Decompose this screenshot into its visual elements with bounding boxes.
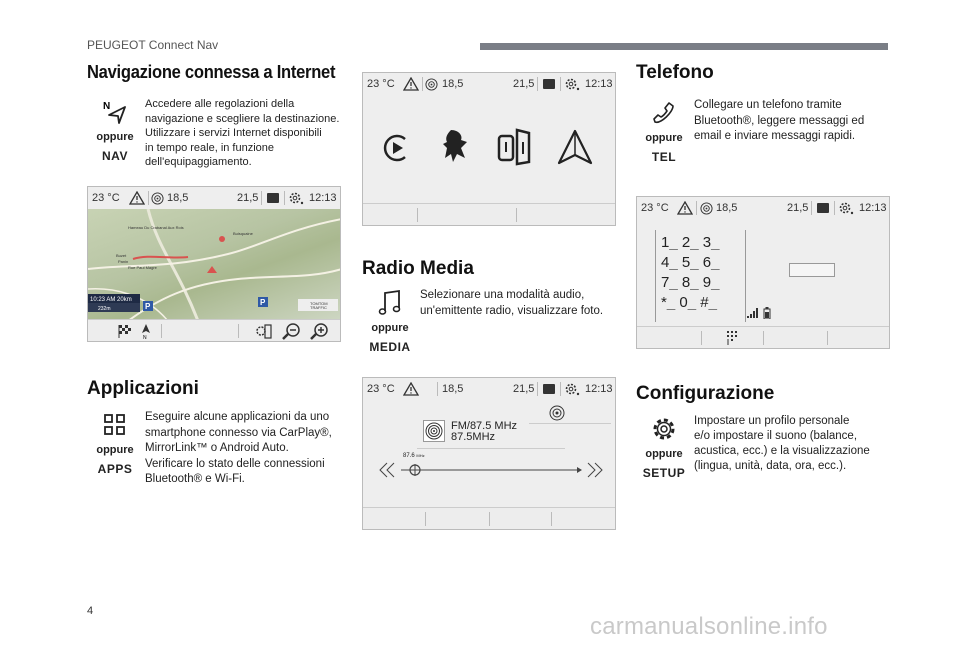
oppure-label: oppure [645,448,683,460]
phone-bottom-bar [637,326,889,348]
dial-keypad[interactable] [661,233,719,313]
value-left: 18,5 [716,202,738,214]
status-bar [363,378,615,400]
keypad-icon[interactable] [727,331,737,345]
manual-header-title: PEUGEOT Connect Nav [87,38,219,52]
clock-readout: 12:13 [859,202,887,214]
status-bar [88,187,340,209]
checkered-flag-icon[interactable] [118,324,132,338]
value-right: 21,5 [513,78,535,90]
radio-key-label: MEDIA [369,340,411,354]
config-key-label: SETUP [642,466,686,480]
settings-status-icon [288,191,304,205]
radio-item [362,288,616,354]
apps-grid-icon [87,410,143,440]
watermark: carmanualsonline.info [590,613,828,640]
connected-icon [425,78,438,91]
phone-icon [636,98,692,128]
number-display[interactable] [789,263,835,277]
keypad-row: 1_ 2_ 3_ [661,234,720,251]
nav-screen [87,186,341,342]
value-left: 18,5 [442,383,464,395]
svg-text:Panin: Panin [118,259,129,264]
nav-description: Accedere alle regolazioni della navigazione e scegliere la destinazione. Utilizzare i servizi Internet disponibili in tempo reale, in funzione dell'equipaggiamento. [145,98,340,168]
value-left: 18,5 [167,192,189,204]
music-note-icon [362,288,418,318]
phone-item [636,98,892,164]
column-left [87,62,343,485]
tuner-slider[interactable] [377,460,605,480]
clock-readout: 12:13 [309,192,337,204]
oppure-label: oppure [645,132,683,144]
mirrorlink-icon[interactable] [497,128,531,166]
android-auto-icon[interactable] [557,129,593,167]
radio-source-icon[interactable] [549,405,565,421]
value-right: 21,5 [237,192,259,204]
carplay-icon[interactable] [381,131,411,165]
section-title-phone: Telefono [636,62,714,83]
svg-text:N: N [103,101,111,112]
svg-text:Rue Paul Magre: Rue Paul Magre [128,265,157,270]
gear-icon [636,414,692,444]
warning-icon [129,191,145,205]
header-bar [480,43,888,50]
apps-key-label: APPS [97,462,133,476]
station-frequency: 87.5MHz [451,431,496,443]
svg-text:232m: 232m [98,306,111,312]
temperature-readout: 23 °C [367,78,395,90]
oppure-label: oppure [371,322,409,334]
column-right [636,62,892,480]
warning-icon [677,201,693,215]
phone-key-label: TEL [651,150,677,164]
peugeot-lion-icon[interactable] [439,128,471,164]
nav-item [87,97,343,170]
phone-screen [636,196,890,349]
status-bar [363,73,615,95]
apps-screen [362,72,616,226]
warning-icon [403,77,419,91]
map-view[interactable] [88,209,340,319]
signal-strength-icon [747,308,759,318]
svg-text:N: N [143,335,147,339]
value-left: 18,5 [442,78,464,90]
settings-status-icon [564,382,580,396]
svg-text:Hameau Du Crabanal Aux Rois: Hameau Du Crabanal Aux Rois [128,225,184,230]
tuner-frequency: 87.6 MHz [403,453,425,459]
nav-key-label: NAV [102,149,128,163]
apps-bottom-bar [363,203,615,225]
config-description: Impostare un profilo personale e/o impostare il suono (balance, acustica, ecc.) e la visualizzazione (lingua, unità, data, ora, ecc.). [694,415,870,472]
zoom-in-icon[interactable] [310,323,329,340]
phone-status-icon [266,192,280,204]
svg-text:10:23 AM 20km: 10:23 AM 20km [90,297,132,303]
phone-status-icon [816,202,830,214]
status-bar [637,197,889,219]
phone-status-icon [542,78,556,90]
station-logo [423,420,445,442]
station-name: FM/87.5 MHz [451,420,518,432]
keypad-row: *_ 0_ #_ [661,294,717,311]
config-item [636,414,892,480]
settings-status-icon [564,77,580,91]
compass-north-icon[interactable] [140,323,152,339]
navigation-arrow-icon [87,97,143,127]
zoom-out-icon[interactable] [282,323,301,340]
svg-text:Buzet: Buzet [116,253,127,258]
connected-icon [151,192,164,205]
keypad-row: 7_ 8_ 9_ [661,274,720,291]
radio-bottom-bar [363,507,615,529]
value-right: 21,5 [513,383,535,395]
svg-text:TOMTOM: TOMTOM [310,301,328,306]
map-settings-icon[interactable] [255,323,272,340]
keypad-row: 4_ 5_ 6_ [661,254,720,271]
warning-icon [403,382,419,396]
temperature-readout: 23 °C [367,383,395,395]
section-title-apps: Applicazioni [87,378,199,399]
svg-text:P: P [260,298,266,307]
radio-screen [362,377,616,530]
settings-status-icon [838,201,854,215]
oppure-label: oppure [96,131,134,143]
clock-readout: 12:13 [585,383,613,395]
apps-description: Eseguire alcune applicazioni da uno smartphone connesso via CarPlay®, MirrorLink™ o Android Auto. Verificare lo stato delle connessioni Bluetooth® e Wi-Fi. [145,411,332,485]
apps-item [87,410,343,488]
connected-icon [700,202,713,215]
svg-text:Buisquaine: Buisquaine [233,231,253,236]
radio-description: Selezionare una modalità audio, un'emittente radio, visualizzare foto. [420,289,604,317]
section-title-config: Configurazione [636,383,775,404]
temperature-readout: 23 °C [641,202,669,214]
phone-description: Collegare un telefono tramite Bluetooth®, leggere messaggi ed email e inviare messaggi rapidi. [694,99,865,142]
battery-icon [763,307,771,319]
clock-readout: 12:13 [585,78,613,90]
svg-text:TRAFFIC: TRAFFIC [310,305,327,310]
oppure-label: oppure [96,444,134,456]
section-title-nav: Navigazione connessa a Internet [87,62,336,82]
value-right: 21,5 [787,202,809,214]
section-title-radio: Radio Media [362,258,474,279]
temperature-readout: 23 °C [92,192,120,204]
nav-bottom-bar [88,319,340,341]
phone-status-icon [542,383,556,395]
svg-text:P: P [145,302,151,311]
page-number: 4 [87,605,94,617]
